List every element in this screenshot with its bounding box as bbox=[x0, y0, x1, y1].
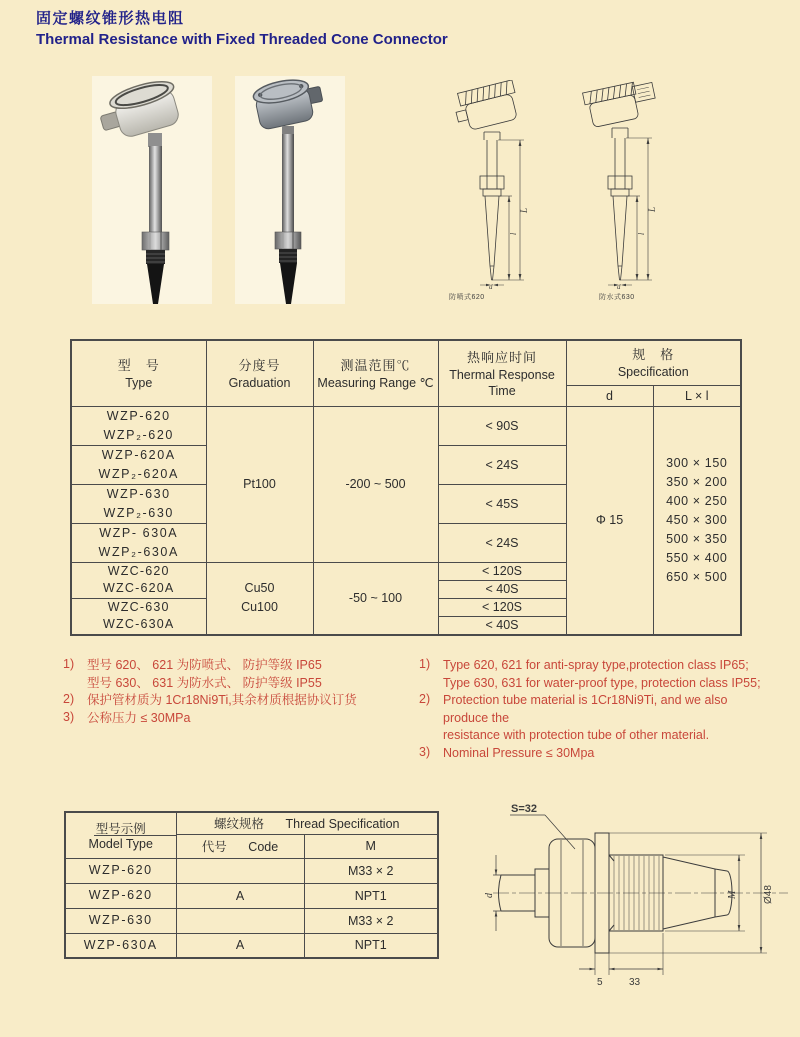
thermal-value: < 45S bbox=[438, 484, 566, 523]
title-chinese: 固定螺纹锥形热电阻 bbox=[36, 10, 185, 27]
dim-5-label: 5 bbox=[597, 977, 603, 988]
code-value: A bbox=[176, 883, 304, 908]
range-pt: -200 ~ 500 bbox=[313, 406, 438, 562]
col-header-model-type: 型号示例 Model Type bbox=[65, 812, 176, 858]
outline-drawing-630 bbox=[578, 80, 668, 290]
model-name: WZP-630 bbox=[106, 486, 171, 501]
col-header-code: 代号 Code bbox=[176, 834, 304, 858]
col-header-specification: 规 格 Specification bbox=[566, 340, 741, 385]
table-row bbox=[65, 883, 438, 908]
connector-dimension-drawing bbox=[483, 793, 798, 993]
model-name: WZC-630A bbox=[103, 617, 175, 631]
figure-caption-630: 防水式630 bbox=[599, 294, 635, 301]
note-item: 2) Protection tube material is 1Cr18Ni9Ti, and we also produce the resistance with protection tube of other material. bbox=[419, 692, 728, 742]
note-item: 2) 保护管材质为 1Cr18Ni9Ti,其余材质根据协议订货 bbox=[63, 692, 357, 707]
lxl-values: 300 × 150 350 × 200 400 × 250 450 × 300 500 × 350 550 × 400 650 × 500 bbox=[653, 406, 741, 635]
model-name: WZC-620 bbox=[107, 563, 170, 578]
thermal-value: < 24S bbox=[438, 523, 566, 562]
code-value bbox=[176, 908, 304, 933]
model-name: WZP₂-620 bbox=[103, 427, 174, 442]
model-name: WZP-630 bbox=[65, 908, 176, 933]
code-value bbox=[176, 858, 304, 883]
model-name: WZP-620A bbox=[101, 447, 176, 462]
outline-drawing-620 bbox=[452, 80, 537, 290]
m-value: M33 × 2 bbox=[304, 858, 438, 883]
thermal-value: < 40S bbox=[438, 580, 566, 598]
thread-spec-table bbox=[64, 811, 439, 959]
col-header-type: 型 号 Type bbox=[71, 340, 206, 406]
thermal-value: < 90S bbox=[438, 406, 566, 445]
col-header-m: M bbox=[304, 834, 438, 858]
dim-L-label: L bbox=[647, 206, 657, 212]
dim-33-label: 33 bbox=[629, 977, 641, 988]
product-photo-620 bbox=[92, 76, 212, 304]
model-name: WZP₂-620A bbox=[98, 466, 179, 481]
figure-caption-620: 防喷式620 bbox=[449, 294, 485, 301]
dim-l-label: l bbox=[509, 232, 518, 235]
thermal-value: < 24S bbox=[438, 445, 566, 484]
model-name: WZP-630A bbox=[65, 933, 176, 958]
note-item: 3) 公称压力 ≤ 30MPa bbox=[63, 709, 191, 725]
col-header-thread-spec: 螺纹规格 Thread Specification bbox=[176, 812, 438, 834]
d-dimension-label: d bbox=[484, 893, 495, 898]
col-header-thermal: 热响应时间 Thermal Response Time bbox=[438, 340, 566, 406]
title-english: Thermal Resistance with Fixed Threaded Cone Connector bbox=[36, 31, 448, 48]
page-title bbox=[36, 7, 448, 48]
model-name: WZP- 630A bbox=[99, 525, 179, 540]
dim-d-label: d bbox=[489, 283, 493, 290]
col-header-range: 测温范围℃ Measuring Range ℃ bbox=[313, 340, 438, 406]
model-name: WZP₂-630A bbox=[98, 544, 179, 559]
spec-table bbox=[70, 339, 742, 636]
graduation-cu: Cu50 Cu100 bbox=[206, 562, 313, 635]
d-value: Φ 15 bbox=[566, 406, 653, 635]
m-value: NPT1 bbox=[304, 933, 438, 958]
range-cu: -50 ~ 100 bbox=[313, 562, 438, 635]
note-item: 1) 型号 620、 621 为防喷式、 防护等级 IP65 型号 630、 631 为防水式、 防护等级 IP55 bbox=[63, 657, 322, 690]
divider bbox=[94, 835, 176, 836]
m-value: M33 × 2 bbox=[304, 908, 438, 933]
m-dimension-label: M bbox=[727, 890, 738, 899]
model-name: WZC-620A bbox=[103, 581, 175, 595]
graduation-pt: Pt100 bbox=[206, 406, 313, 562]
table-row bbox=[65, 933, 438, 958]
col-header-graduation: 分度号 Graduation bbox=[206, 340, 313, 406]
notes-chinese bbox=[63, 657, 408, 727]
thermal-value: < 40S bbox=[438, 616, 566, 634]
model-name: WZC-630 bbox=[107, 599, 170, 614]
model-name: WZP-620 bbox=[106, 408, 171, 423]
model-name: WZP-620 bbox=[65, 883, 176, 908]
product-photo-630 bbox=[235, 76, 345, 304]
model-name: WZP-620 bbox=[65, 858, 176, 883]
dim-l-label: l bbox=[637, 232, 646, 235]
s-dimension-label: S=32 bbox=[511, 803, 537, 815]
m-value: NPT1 bbox=[304, 883, 438, 908]
dim-d-label: d bbox=[617, 283, 621, 290]
notes-english bbox=[419, 657, 764, 762]
col-header-d: d bbox=[566, 385, 653, 406]
table-row bbox=[71, 406, 741, 445]
note-item: 3) Nominal Pressure ≤ 30Mpa bbox=[419, 744, 595, 760]
table-row bbox=[65, 858, 438, 883]
note-item: 1) Type 620, 621 for anti-spray type,protection class IP65; Type 630, 631 for water-proof type, protection class IP55; bbox=[419, 657, 761, 690]
col-header-lxl: L × l bbox=[653, 385, 741, 406]
code-value: A bbox=[176, 933, 304, 958]
diameter-dimension-label: Ø48 bbox=[763, 885, 774, 904]
table-row bbox=[65, 908, 438, 933]
thermal-value: < 120S bbox=[438, 598, 566, 616]
thermal-value: < 120S bbox=[438, 562, 566, 580]
dim-L-label: L bbox=[519, 207, 529, 213]
model-name: WZP₂-630 bbox=[103, 505, 174, 520]
